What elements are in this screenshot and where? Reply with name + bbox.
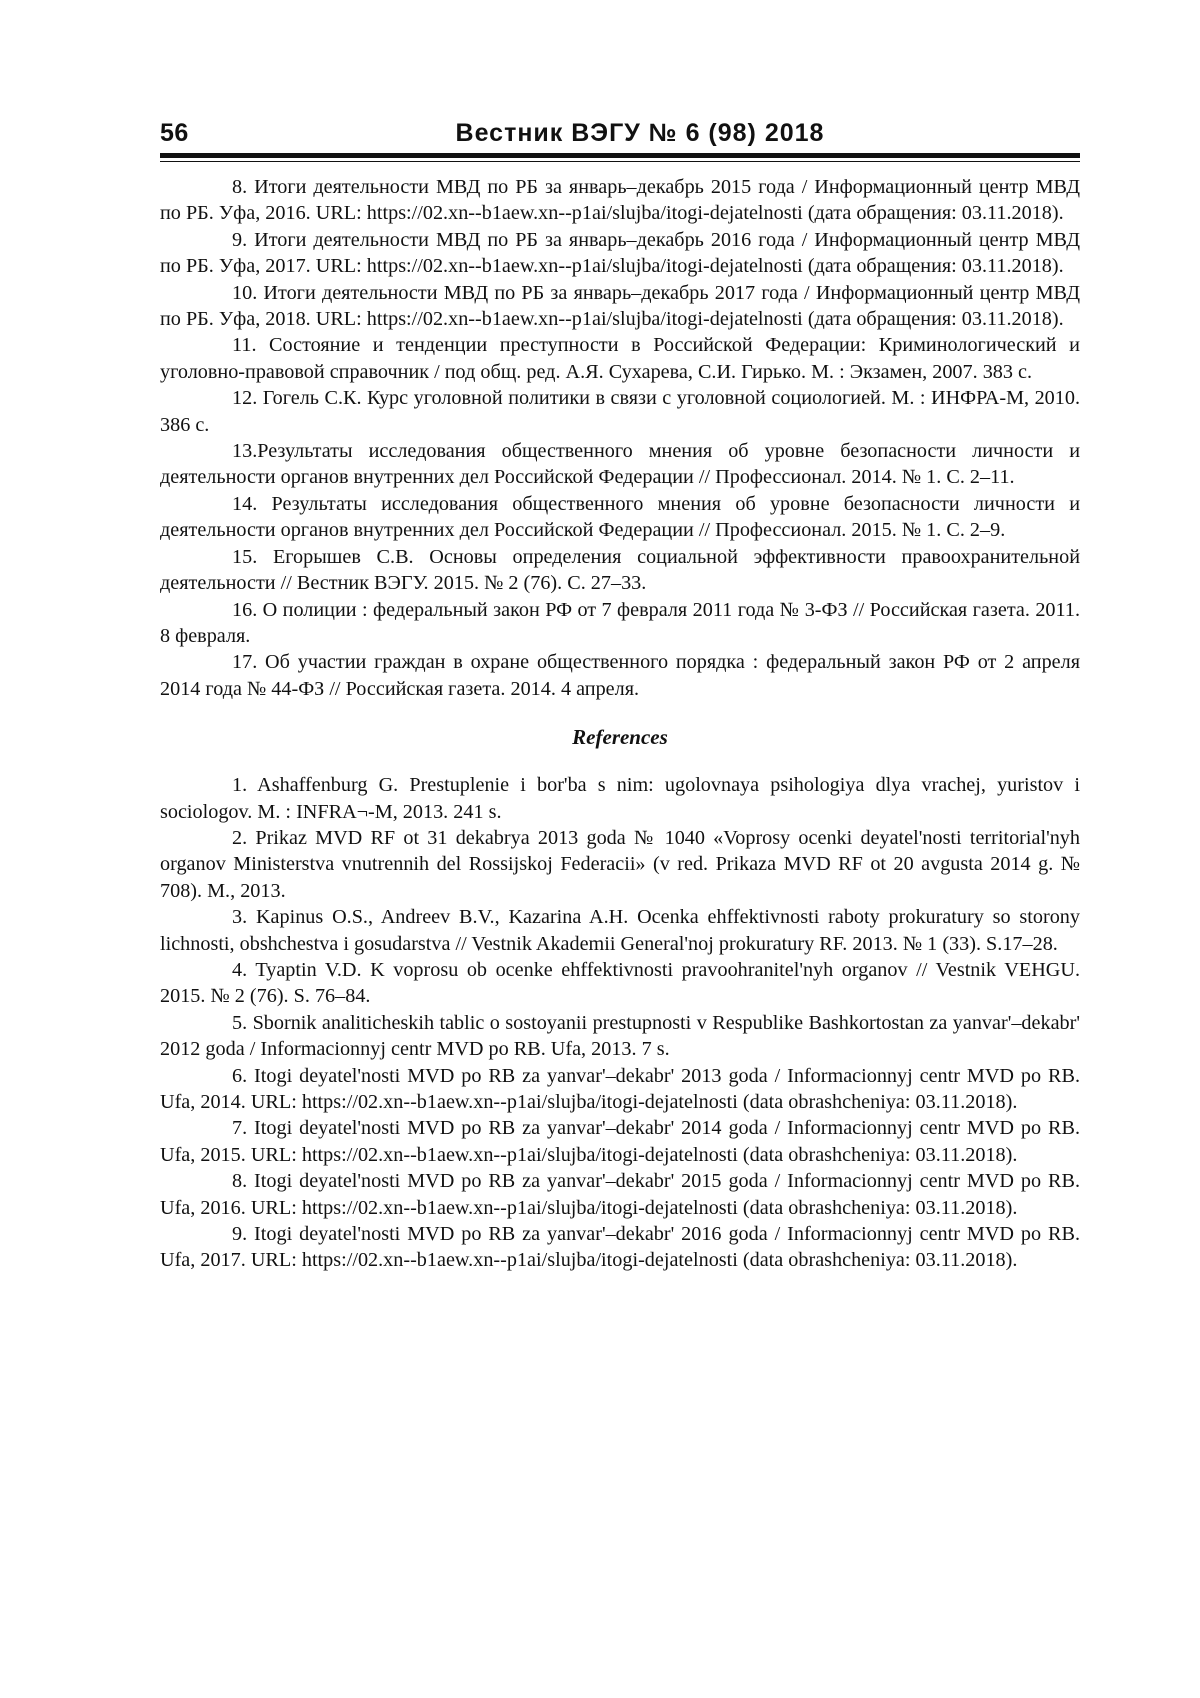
reference-ru-8: 8. Итоги деятельности МВД по РБ за январь–декабрь 2015 года / Информационный центр МВД по РБ. Уфа, 2016. URL: https://02.xn--b1aew.xn--p1ai/slujba/itogi-dejatelnosti (дата обращения: 03.11.2018). — [160, 176, 1080, 225]
reference-en-1: 1. Ashaffenburg G. Prestuplenie i bor'ba s nim: ugolovnaya psihologiya dlya vrachej, yuristov i sociologov. M. : INFRA¬-M, 2013. 241 s. — [160, 774, 1080, 823]
reference-en-7: 7. Itogi deyatel'nosti MVD po RB za yanvar'–dekabr' 2014 goda / Informacionnyj centr MVD po RB. Ufa, 2015. URL: https://02.xn--b1aew.xn--p1ai/slujba/itogi-dejatelnosti (data obrashcheniya: 03.11.2018). — [160, 1117, 1080, 1166]
page-body — [160, 174, 1080, 1274]
reference-en-4: 4. Tyaptin V.D. K voprosu ob ocenke ehffektivnosti pravoohranitel'nyh organov // Vestnik VEHGU. 2015. № 2 (76). S. 76–84. — [160, 958, 1080, 1008]
references-heading: References — [572, 725, 668, 750]
reference-ru-9: 9. Итоги деятельности МВД по РБ за январь–декабрь 2016 года / Информационный центр МВД по РБ. Уфа, 2017. URL: https://02.xn--b1aew.xn--p1ai/slujba/itogi-dejatelnosti (дата обращения: 03.11.2018). — [160, 228, 1080, 278]
reference-ru-17: 17. Об участии граждан в охране общественного порядка : федеральный закон РФ от 2 апреля 2014 года № 44-ФЗ // Российская газета. 2014. 4 апреля. — [160, 651, 1080, 700]
reference-en-5: 5. Sbornik analiticheskih tablic o sostoyanii prestupnosti v Respublike Bashkortostan za yanvar'–dekabr' 2012 goda / Informacionnyj centr MVD po RB. Ufa, 2013. 7 s. — [160, 1011, 1080, 1061]
header-rule-thin — [160, 161, 1080, 162]
reference-ru-12: 12. Гогель С.К. Курс уголовной политики в связи с уголовной социологией. М. : ИНФРА-М, 2010. 386 с. — [160, 387, 1080, 436]
reference-ru-13: 13.Результаты исследования общественного мнения об уровне безопасности личности и деятельности органов внутренних дел Российской Федерации // Профессионал. 2014. № 1. С. 2–11. — [160, 440, 1080, 489]
reference-ru-15: 15. Егорышев С.В. Основы определения социальной эффективности правоохранительной деятельности // Вестник ВЭГУ. 2015. № 2 (76). С. 27–33. — [160, 545, 1080, 595]
reference-ru-14: 14. Результаты исследования общественного мнения об уровне безопасности личности и деятельности органов внутренних дел Российской Федерации // Профессионал. 2015. № 1. С. 2–9. — [160, 492, 1080, 542]
running-header — [160, 116, 1080, 150]
reference-en-2: 2. Prikaz MVD RF ot 31 dekabrya 2013 goda № 1040 «Voprosy ocenki deyatel'nosti territorial'nyh organov Ministerstva vnutrennih del Rossijskoj Federacii» (v red. Prikaza MVD RF ot 20 avgusta 2014 g. № 708). M., 2013. — [160, 826, 1080, 902]
reference-en-3: 3. Kapinus O.S., Andreev B.V., Kazarina A.H. Ocenka ehffektivnosti raboty prokuratury so storony lichnosti, obshchestva i gosudarstva // Vestnik Akademii General'noj prokuratury RF. 2013. № 1 (33). S.17–28. — [160, 906, 1080, 955]
journal-title: Вестник ВЭГУ № 6 (98) 2018 — [455, 119, 825, 147]
reference-ru-10: 10. Итоги деятельности МВД по РБ за январь–декабрь 2017 года / Информационный центр МВД по РБ. Уфа, 2018. URL: https://02.xn--b1aew.xn--p1ai/slujba/itogi-dejatelnosti (дата обращения: 03.11.2018). — [160, 281, 1080, 331]
reference-en-9: 9. Itogi deyatel'nosti MVD po RB za yanvar'–dekabr' 2016 goda / Informacionnyj centr MVD po RB. Ufa, 2017. URL: https://02.xn--b1aew.xn--p1ai/slujba/itogi-dejatelnosti (data obrashcheniya: 03.11.2018). — [160, 1223, 1080, 1272]
reference-en-6: 6. Itogi deyatel'nosti MVD po RB za yanvar'–dekabr' 2013 goda / Informacionnyj centr MVD po RB. Ufa, 2014. URL: https://02.xn--b1aew.xn--p1ai/slujba/itogi-dejatelnosti (data obrashcheniya: 03.11.2018). — [160, 1064, 1080, 1113]
references-en-list — [160, 772, 1080, 1274]
reference-en-8: 8. Itogi deyatel'nosti MVD po RB za yanvar'–dekabr' 2015 goda / Informacionnyj centr MVD po RB. Ufa, 2016. URL: https://02.xn--b1aew.xn--p1ai/slujba/itogi-dejatelnosti (data obrashcheniya: 03.11.2018). — [160, 1170, 1080, 1219]
page-number: 56 — [160, 119, 189, 147]
reference-ru-16: 16. О полиции : федеральный закон РФ от 7 февраля 2011 года № 3-ФЗ // Российская газета. 2011. 8 февраля. — [160, 598, 1080, 647]
reference-ru-11: 11. Состояние и тенденции преступности в Российской Федерации: Криминологический и уголовно-правовой справочник / под общ. ред. А.Я. Сухарева, С.И. Гирько. М. : Экзамен, 2007. 383 с. — [160, 334, 1080, 383]
references-ru-list — [160, 174, 1080, 702]
header-rule-thick — [160, 153, 1080, 158]
